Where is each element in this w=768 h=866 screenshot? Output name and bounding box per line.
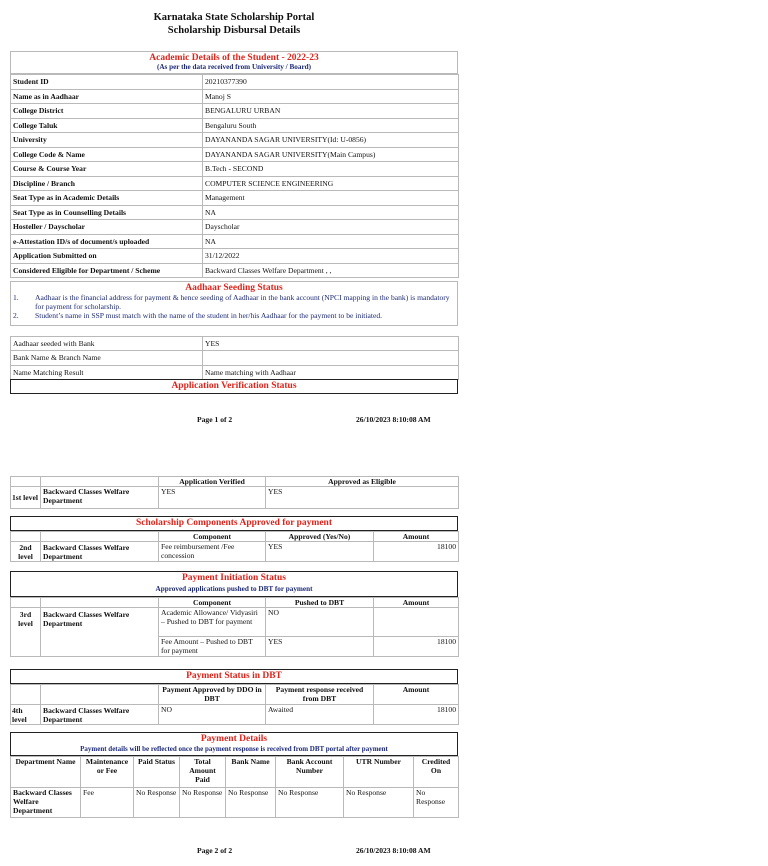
- col-amount: Amount: [374, 685, 459, 705]
- pushed-value: YES: [266, 637, 374, 657]
- payment-cell: Fee: [81, 788, 134, 818]
- field-label: Seat Type as in Academic Details: [11, 191, 203, 206]
- academic-heading-box: [10, 51, 458, 74]
- aadhaar-heading-box: [10, 281, 458, 326]
- field-label: Considered Eligible for Department / Scheme: [11, 263, 203, 278]
- components-heading-box: [10, 516, 458, 531]
- table-row: [11, 234, 459, 249]
- field-value: Management: [203, 191, 459, 206]
- department-name: Backward Classes Welfare Department: [41, 705, 159, 725]
- department-name: Backward Classes Welfare Department: [41, 608, 159, 657]
- payment-response-value: Awaited: [266, 705, 374, 725]
- field-value: DAYANANDA SAGAR UNIVERSITY(Main Campus): [203, 147, 459, 162]
- col-payment-response: Payment response received from DBT: [266, 685, 374, 705]
- col-component: Component: [159, 598, 266, 608]
- field-value: Name matching with Aadhaar: [203, 365, 459, 380]
- field-value: 20210377390: [203, 75, 459, 90]
- amount-value: [374, 608, 459, 637]
- components-section: [10, 516, 458, 562]
- payment-cell: Backward Classes Welfare Department: [11, 788, 81, 818]
- field-value: [203, 351, 459, 366]
- field-value: YES: [203, 336, 459, 351]
- level1-table: [10, 476, 459, 509]
- amount-value: 18100: [374, 637, 459, 657]
- approved-value: YES: [266, 542, 374, 562]
- initiation-heading: Payment Initiation Status: [182, 573, 286, 583]
- table-row: [11, 220, 459, 235]
- payment-cell: No Response: [226, 788, 276, 818]
- academic-heading: Academic Details of the Student - 2022-23: [149, 53, 319, 63]
- payment-heading-box: [10, 732, 458, 756]
- components-heading: Scholarship Components Approved for payment: [135, 518, 332, 528]
- amount-value: 18100: [374, 542, 459, 562]
- level-label: 3rd level: [11, 608, 41, 657]
- level-label: 4th level: [11, 705, 41, 725]
- table-row: [11, 365, 459, 380]
- field-value: COMPUTER SCIENCE ENGINEERING: [203, 176, 459, 191]
- level-label: 2nd level: [11, 542, 41, 562]
- academic-subheading: (As per the data received from University / Board): [156, 63, 312, 71]
- field-label: Name as in Aadhaar: [11, 89, 203, 104]
- col-approved-eligible: Approved as Eligible: [266, 477, 459, 487]
- field-label: College Taluk: [11, 118, 203, 133]
- field-label: Bank Name & Branch Name: [11, 351, 203, 366]
- field-label: College Code & Name: [11, 147, 203, 162]
- report-subtitle: Scholarship Disbursal Details: [167, 25, 301, 36]
- field-value: BENGALURU URBAN: [203, 104, 459, 119]
- field-value: B.Tech - SECOND: [203, 162, 459, 177]
- field-label: University: [11, 133, 203, 148]
- table-row: [11, 351, 459, 366]
- portal-title: Karnataka State Scholarship Portal: [153, 12, 315, 23]
- components-table: [10, 531, 459, 562]
- payment-column-header: Paid Status: [134, 757, 180, 788]
- pushed-value: NO: [266, 608, 374, 637]
- table-row: [11, 205, 459, 220]
- dbt-table: [10, 684, 459, 725]
- academic-table: [10, 74, 459, 278]
- initiation-subheading: Approved applications pushed to DBT for payment: [155, 585, 313, 593]
- payment-subheading: Payment details will be reflected once the payment response is received from DBT portal after payment: [80, 745, 388, 753]
- table-row: [11, 133, 459, 148]
- aadhaar-note-2: [13, 312, 455, 321]
- payment-cell: No Response: [344, 788, 414, 818]
- aadhaar-note-1: [13, 294, 455, 311]
- col-payment-approved: Payment Approved by DDO in DBT: [159, 685, 266, 705]
- print-datetime: 26/10/2023 8:10:08 AM: [356, 415, 431, 424]
- note-text: Aadhaar is the financial address for payment & hence seeding of Aadhaar in the bank account (NPCI mapping in the bank) is mandatory for payment for scholarship.: [35, 293, 450, 311]
- field-value: DAYANANDA SAGAR UNIVERSITY(Id: U-0856): [203, 133, 459, 148]
- payment-column-header: Department Name: [11, 757, 81, 788]
- payment-column-header: Bank Account Number: [276, 757, 344, 788]
- field-value: Manoj S: [203, 89, 459, 104]
- component-name: Fee Amount – Pushed to DBT for payment: [159, 637, 266, 657]
- field-label: e-Attestation ID/s of document/s uploaded: [11, 234, 203, 249]
- col-pushed: Pushed to DBT: [266, 598, 374, 608]
- aadhaar-section: [10, 281, 458, 380]
- note-number: 1.: [13, 293, 19, 302]
- level1-section: [10, 476, 458, 509]
- payment-column-header: Credited On: [414, 757, 459, 788]
- table-row: [11, 89, 459, 104]
- page-number: Page 1 of 2: [197, 415, 233, 424]
- field-value: Dayscholar: [203, 220, 459, 235]
- amount-value: 18100: [374, 705, 459, 725]
- aadhaar-heading: Aadhaar Seeding Status: [185, 283, 283, 293]
- col-amount: Amount: [374, 598, 459, 608]
- table-row: [11, 336, 459, 351]
- verification-heading-box: [10, 379, 458, 394]
- initiation-section: [10, 571, 458, 657]
- field-value: Backward Classes Welfare Department , ,: [203, 263, 459, 278]
- col-amount: Amount: [374, 532, 459, 542]
- department-name: Backward Classes Welfare Department: [41, 487, 159, 509]
- payment-column-header: UTR Number: [344, 757, 414, 788]
- table-row: [11, 176, 459, 191]
- col-component: Component: [159, 532, 266, 542]
- dbt-heading: Payment Status in DBT: [186, 671, 282, 681]
- payment-heading: Payment Details: [200, 734, 268, 744]
- table-row: [11, 147, 459, 162]
- payment-column-header: Bank Name: [226, 757, 276, 788]
- table-row: [11, 162, 459, 177]
- field-label: Discipline / Branch: [11, 176, 203, 191]
- payment-cell: No Response: [414, 788, 459, 818]
- component-name: Fee reimbursement /Fee concession: [159, 542, 266, 562]
- initiation-heading-box: [10, 571, 458, 597]
- payment-column-header: Maintenance or Fee: [81, 757, 134, 788]
- payment-column-header: Total Amount Paid: [180, 757, 226, 788]
- table-row: [11, 104, 459, 119]
- table-row: [11, 249, 459, 264]
- payment-approved-value: NO: [159, 705, 266, 725]
- field-label: College District: [11, 104, 203, 119]
- field-label: Application Submitted on: [11, 249, 203, 264]
- note-number: 2.: [13, 311, 19, 320]
- field-value: NA: [203, 205, 459, 220]
- payment-table: [10, 756, 459, 818]
- col-approved: Approved (Yes/No): [266, 532, 374, 542]
- field-label: Aadhaar seeded with Bank: [11, 336, 203, 351]
- dbt-section: [10, 669, 458, 725]
- level-label: 1st level: [11, 487, 41, 509]
- table-row: [11, 75, 459, 90]
- field-label: Course & Course Year: [11, 162, 203, 177]
- field-label: Student ID: [11, 75, 203, 90]
- component-name: Academic Allowance/ Vidyasiri – Pushed to DBT for payment: [159, 608, 266, 637]
- payment-cell: No Response: [276, 788, 344, 818]
- field-value: NA: [203, 234, 459, 249]
- table-row: [11, 191, 459, 206]
- payment-cell: No Response: [134, 788, 180, 818]
- verified-value: YES: [159, 487, 266, 509]
- page-number: Page 2 of 2: [197, 846, 233, 855]
- table-row: [11, 118, 459, 133]
- payment-section: [10, 732, 458, 818]
- aadhaar-table: [10, 336, 459, 381]
- print-datetime: 26/10/2023 8:10:08 AM: [356, 846, 431, 855]
- academic-details-section: [10, 51, 458, 278]
- initiation-table: [10, 597, 459, 657]
- table-row: [11, 263, 459, 278]
- field-label: Seat Type as in Counselling Details: [11, 205, 203, 220]
- note-text: Student’s name in SSP must match with the name of the student in her/his Aadhaar for the payment to be initiated.: [35, 311, 383, 320]
- col-application-verified: Application Verified: [159, 477, 266, 487]
- field-value: Bengaluru South: [203, 118, 459, 133]
- dbt-heading-box: [10, 669, 458, 684]
- field-value: 31/12/2022: [203, 249, 459, 264]
- department-name: Backward Classes Welfare Department: [41, 542, 159, 562]
- eligible-value: YES: [266, 487, 459, 509]
- payment-cell: No Response: [180, 788, 226, 818]
- field-label: Hosteller / Dayscholar: [11, 220, 203, 235]
- verification-heading: Application Verification Status: [171, 381, 297, 391]
- field-label: Name Matching Result: [11, 365, 203, 380]
